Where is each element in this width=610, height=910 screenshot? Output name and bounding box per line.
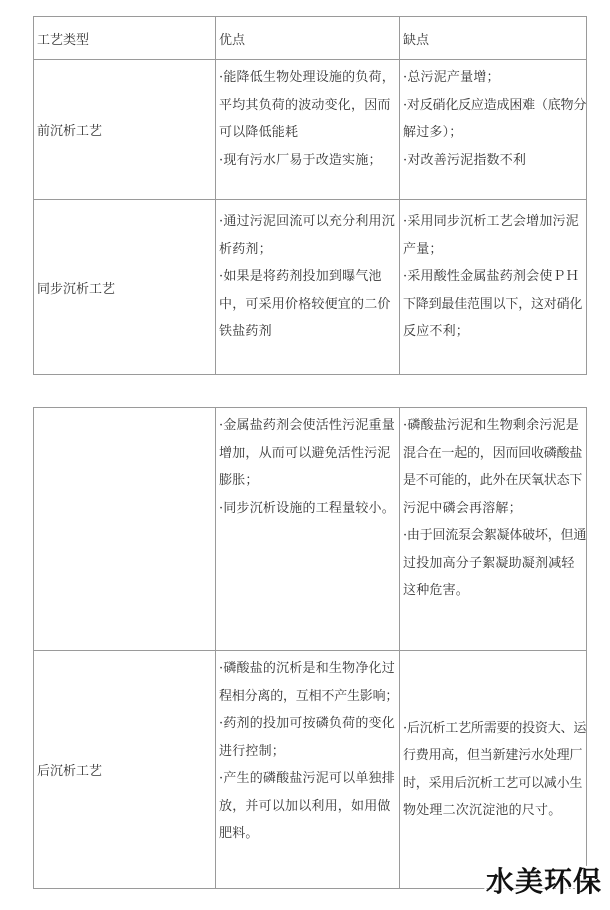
advantage-line: ·同步沉析设施的工程量较小。 (219, 500, 395, 516)
table-row-post-precipitation (34, 651, 587, 889)
advantage-line: 程相分离的，互相不产生影响； (219, 688, 399, 704)
watermark-logo-text: 水美环保 (485, 865, 602, 898)
advantage-line: ·现有污水厂易于改造实施； (219, 152, 382, 168)
disadvantage-line: 是不可能的，此外在厌氧状态下 (403, 473, 583, 488)
disadvantage-line: ·磷酸盐污泥和生物剩余污泥是 (403, 418, 579, 433)
disadvantage-line: 物处理二次沉淀池的尺寸。 (403, 803, 562, 818)
table-header-row (34, 17, 587, 60)
disadvantage-line: 混合在一起的，因而回收磷酸盐 (403, 445, 583, 461)
disadvantage-line: 反应不利； (403, 324, 470, 339)
advantage-line: ·金属盐药剂会使活性污泥重量 (219, 418, 395, 433)
advantage-line: ·如果是将药剂投加到曝气池 (219, 269, 382, 284)
advantage-line: 肥料。 (219, 826, 259, 841)
advantage-line: ·药剂的投加可按磷负荷的变化 (219, 716, 395, 731)
advantages-cell (216, 60, 400, 200)
disadvantage-line: 解过多）； (403, 125, 463, 140)
table-row-pre-precipitation (34, 60, 587, 200)
disadvantage-line: ·由于回流泵会絮凝体破坏，但通 (403, 528, 587, 543)
header-process-type: 工艺类型 (34, 17, 216, 60)
header-advantages: 优点 (216, 17, 400, 60)
advantage-line: ·通过污泥回流可以充分利用沉 (219, 214, 395, 229)
advantages-cell (216, 651, 400, 889)
process-type-cell: 前沉析工艺 (34, 60, 216, 200)
advantage-line: ·磷酸盐的沉析是和生物净化过 (219, 661, 395, 676)
advantage-line: 放，并可以加以利用，如用做 (219, 798, 391, 814)
disadvantage-line: 过投加高分子絮凝助凝剂减轻 (403, 555, 575, 571)
process-type-cell: 同步沉析工艺 (34, 200, 216, 375)
advantages-cell (216, 200, 400, 375)
process-comparison-table-1 (33, 16, 587, 375)
process-type-cell (34, 408, 216, 651)
process-type-cell: 后沉析工艺 (34, 651, 216, 889)
advantage-line: 中，可采用价格较便宜的二价 (219, 296, 391, 312)
advantage-line: 可以降低能耗 (219, 125, 299, 140)
advantage-line: 平均其负荷的波动变化，因而 (219, 97, 391, 113)
disadvantage-line: 时，采用后沉析工艺可以减小生 (403, 775, 583, 791)
disadvantage-line: 下降到最佳范围以下，这对硝化 (403, 296, 583, 312)
disadvantage-line: 污泥中磷会再溶解； (403, 500, 522, 516)
disadvantage-line: ·总污泥产量增； (403, 70, 500, 85)
advantage-line: ·能降低生物处理设施的负荷， (219, 70, 395, 85)
advantage-line: 进行控制； (219, 743, 286, 759)
disadvantages-cell (400, 60, 587, 200)
table-row-simultaneous-continued (34, 408, 587, 651)
disadvantage-line: ·对反硝化反应造成困难（底物分 (403, 97, 587, 113)
disadvantages-cell (400, 200, 587, 375)
advantage-line: ·产生的磷酸盐污泥可以单独排 (219, 771, 395, 786)
disadvantages-cell (400, 408, 587, 651)
disadvantage-line: ·采用同步沉析工艺会增加污泥 (403, 214, 579, 229)
advantages-cell (216, 408, 400, 651)
disadvantages-cell (400, 651, 587, 889)
advantage-line: 膨胀； (219, 473, 259, 488)
header-disadvantages: 缺点 (400, 17, 587, 60)
advantage-line: 铁盐药剂 (219, 324, 272, 339)
advantage-line: 析药剂； (219, 241, 272, 257)
process-comparison-table-2 (33, 407, 587, 889)
table-row-simultaneous-precipitation (34, 200, 587, 375)
disadvantage-line: ·后沉析工艺所需要的投资大、运 (403, 720, 587, 736)
disadvantage-line: 产量； (403, 241, 443, 257)
disadvantage-line: ·采用酸性金属盐药剂会使ＰＨ (403, 269, 579, 284)
disadvantage-line: 行费用高，但当新建污水处理厂 (403, 748, 583, 763)
disadvantage-line: ·对改善污泥指数不利 (403, 152, 527, 168)
disadvantage-line: 这种危害。 (403, 583, 470, 598)
advantage-line: 增加，从而可以避免活性污泥 (219, 445, 391, 461)
